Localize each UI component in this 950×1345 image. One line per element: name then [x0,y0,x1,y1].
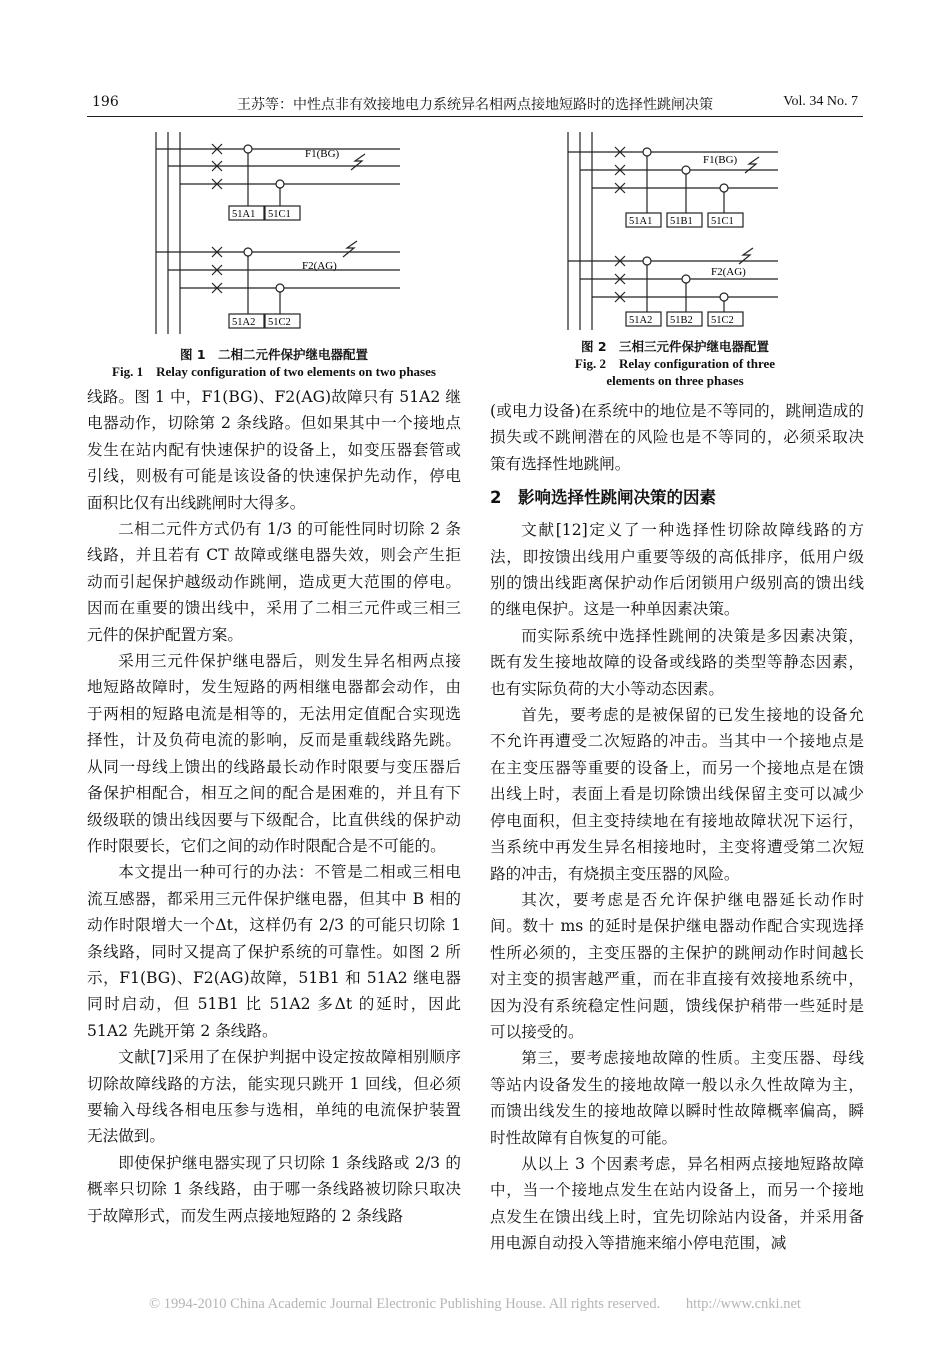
paragraph: 文献[12]定义了一种选择性切除故障线路的方法，即按馈出线用户重要等级的高低排序，低用户级别的馈出线距离保护动作后闭锁用户级别高的馈出线的继电保护。这是一种单因素决策。 [490,521,864,619]
page-header [87,92,863,117]
caption-en: Fig. 1 Relay configuration of two elements on two phases [112,364,436,379]
relay-label: 51C2 [268,317,291,328]
figure-2-caption [540,338,810,389]
relay-label: 51C2 [711,315,734,326]
page-footer [0,1296,950,1313]
left-column [87,384,461,1229]
paragraph: 第三，要考虑接地故障的性质。主变压器、母线等站内设备发生的接地故障一般以永久性故障为主，而馈出线发生的接地故障以瞬时性故障概率偏高，瞬时性故障有自恢复的可能。 [490,1049,864,1147]
paragraph: 线路。图 1 中，F1(BG)、F2(AG)故障只有 51A2 继电器动作，切除第 2 条线路。但如果其中一个接地点发生在站内配有快速保护的设备上，如变压器套管或引线，则极有可能是该设备的快速保护先动作，停电面积比仅有出线跳闸时大得多。 [87,388,461,512]
paragraph: 首先，要考虑的是被保留的已发生接地的设备允不允许再遭受二次短路的冲击。当其中一个接地点是在主变压器等重要的设备上，而另一个接地点是在馈出线上时，表面上看是切除馈出线保留主变可以减少停电面积，但主变持续地在有接地故障状况下运行，当系统中再发生异名相接地时，主变将遭受第二次短路的冲击，有烧损主变压器的风险。 [490,706,864,883]
relay-label: 51C1 [268,209,291,220]
caption-en: Fig. 2 Relay configuration of three [574,356,776,371]
right-column [490,398,864,1257]
paragraph: 即使保护继电器实现了只切除 1 条线路或 2/3 的概率只切除 1 条线路，由于哪一条线路被切除只取决于故障形式，而发生两点接地短路的 2 条线路 [87,1153,461,1225]
figure-1-caption [87,346,461,380]
copyright-text: © 1994-2010 China Academic Journal Electronic Publishing House. All rights reserved. [149,1296,661,1312]
fault-label-f1: F1(BG) [305,148,340,160]
paragraph: 文献[7]采用了在保护判据中设定按故障相别顺序切除故障线路的方法，能实现只跳开 1 回线，但必须要输入母线各相电压参与选相，单纯的电流保护装置无法做到。 [87,1048,461,1146]
page-number: 196 [92,94,119,110]
relay-label: 51B2 [670,315,693,326]
relay-label: 51A2 [232,317,256,328]
relay-label: 51C1 [711,216,734,227]
paragraph: 本文提出一种可行的办法：不管是二相或三相电流互感器，都采用三元件保护继电器，但其中 B 相的动作时限增大一个Δt，这样仍有 2/3 的可能只切除 1 条线路，同时又提高了保护系统的可靠性。如图 2 所示，F1(BG)、F2(AG)故障，51B1 和 51A2 继电器同时启动，但 51B1 比 51A2 多Δt 的延时，因此 51A2 先跳开第 2 条线路。 [87,863,461,1040]
relay-label: 51A1 [232,209,256,220]
relay-label: 51A2 [629,315,653,326]
paragraph: 而实际系统中选择性跳闸的决策是多因素决策，既有发生接地故障的设备或线路的类型等静态因素，也有实际负荷的大小等动态因素。 [490,626,864,698]
section-heading: 2 影响选择性跳闸决策的因素 [490,488,716,508]
fault-label-f2: F2(AG) [711,266,746,278]
footer-link[interactable]: http://www.cnki.net [685,1296,801,1312]
figure-1-diagram [150,128,420,338]
caption-en: elements on three phases [606,373,744,388]
relay-label: 51B1 [670,216,693,227]
fault-label-f1: F1(BG) [703,154,738,166]
relay-label: 51A1 [629,216,653,227]
paragraph: 采用三元件保护继电器后，则发生异名相两点接地短路故障时，发生短路的两相继电器都会动作，由于两相的短路电流是相等的，无法用定值配合实现选择性，计及负荷电流的影响，反而是重载线路先跳。从同一母线上馈出的线路最长动作时限要与变压器后备保护相配合，相互之间的配合是困难的，并且有下级级联的馈出线因要与下级配合，比直供线的保护动作时限要长，它们之间的动作时限配合是不可能的。 [87,652,461,855]
figure-2-diagram [563,128,793,334]
paragraph: (或电力设备)在系统中的地位是不等同的，跳闸造成的损失或不跳闸潜在的风险也是不等同的，必须采取决策有选择性地跳闸。 [490,402,864,473]
caption-cn: 图 1 二相二元件保护继电器配置 [179,347,369,362]
paragraph: 二相二元件方式仍有 1/3 的可能性同时切除 2 条线路，并且若有 CT 故障或继电器失效，则会产生拒动而引起保护越级动作跳闸，造成更大范围的停电。因而在重要的馈出线中，采用了二相三元件或三相三元件的保护配置方案。 [87,520,461,644]
paragraph: 从以上 3 个因素考虑，异名相两点接地短路故障中，当一个接地点发生在站内设备上，而另一个接地点发生在馈出线上时，宜先切除站内设备，并采用备用电源自动投入等措施来缩小停电范围，减 [490,1154,864,1253]
running-title: 王苏等：中性点非有效接地电力系统异名相两点接地短路时的选择性跳闸决策 [237,97,713,113]
caption-cn: 图 2 三相三元件保护继电器配置 [580,339,770,354]
paragraph: 其次，要考虑是否允许保护继电器延长动作时间。数十 ms 的延时是保护继电器动作配合实现选择性所必须的，主变压器的主保护的跳闸动作时间越长对主变的损害越严重，而在非直接有效接地系统中，因为没有系统稳定性问题，馈线保护稍带一些延时是可以接受的。 [490,890,864,1041]
volume-info: Vol. 34 No. 7 [783,94,858,109]
fault-label-f2: F2(AG) [302,260,337,272]
